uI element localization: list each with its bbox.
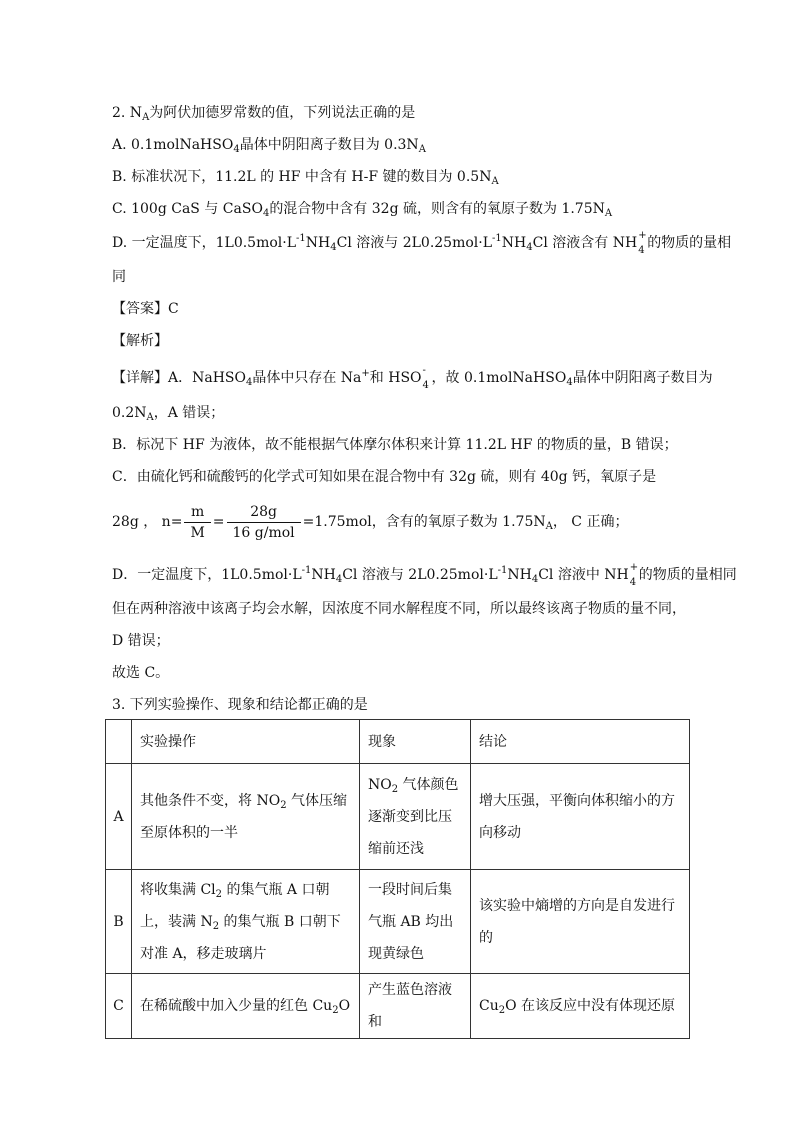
question-2-option-c: C. 100g CaS 与 CaSO$_4$的混合物中含有 32g 硫，则含有的氧原子数为 $1.75N_A$ — [112, 201, 613, 219]
row-a-operation: 其他条件不变，将 $NO_2$ 气体压缩至原体积的一半 — [132, 764, 360, 870]
header-operation: 实验操作 — [132, 720, 360, 764]
fraction-28g-over-molar-mass: $\frac{28g}{\text{16 g/mol}}$ — [227, 502, 301, 543]
question-3-stem: 3. 下列实验操作、现象和结论都正确的是 — [112, 697, 368, 713]
header-conclusion: 结论 — [471, 720, 690, 764]
detail-line-1: 【详解】A．NaHSO$_4$晶体中只存在 Na+和 HSO - 4 ，故 0.1molNaHSO$_4$晶体中阴阳离子数目为 — [112, 365, 713, 391]
table-header-row — [106, 720, 690, 764]
detail-line-7: 但在两种溶液中该离子均会水解，因浓度不同水解程度不同，所以最终该离子物质的量不同， — [112, 601, 686, 617]
row-c-operation: 在稀硫酸中加入少量的红色 $Cu_2O$ — [132, 974, 360, 1039]
row-b-phenomenon: 一段时间后集气瓶 AB 均出现黄绿色 — [360, 870, 471, 974]
row-a-conclusion: 增大压强，平衡向体积缩小的方向移动 — [471, 764, 690, 870]
analysis-label: 【解析】 — [112, 333, 168, 349]
row-b-option: B — [106, 870, 132, 974]
table-row-b — [106, 870, 690, 974]
question-2-option-d-continued: 同 — [112, 269, 126, 285]
question-2-option-d: D. 一定温度下，$1L0.5mol\cdot L^{-1}NH_4Cl$ 溶液与 $2L0.25mol\cdot L^{-1}NH_4Cl$ 溶液含有 NH + 4 的物质的量相 — [112, 230, 732, 256]
answer-label: 【答案】C — [112, 301, 179, 317]
table-row-c — [106, 974, 690, 1039]
header-phenomenon: 现象 — [360, 720, 471, 764]
detail-line-9: 故选 C。 — [112, 665, 170, 681]
fraction-m-over-M: $\frac{m}{M}$ — [184, 502, 210, 543]
row-a-phenomenon: $NO_2$ 气体颜色逐渐变到比压缩前还浅 — [360, 764, 471, 870]
detail-line-6: D．一定温度下，$1L0.5mol\cdot L^{-1}NH_4Cl$ 溶液与 $2L0.25mol\cdot L^{-1}NH_4Cl$ 溶液中 NH + 4 的物质的量相同 — [112, 562, 737, 588]
row-c-conclusion: $Cu_2O$ 在该反应中没有体现还原 — [471, 974, 690, 1039]
row-a-option: A — [106, 764, 132, 870]
question-2-stem: 2. $N_A$为阿伏加德罗常数的值，下列说法正确的是 — [112, 105, 416, 123]
detail-line-8: D 错误； — [112, 633, 170, 649]
question-2-option-a: A. 0.1molNaHSO$_4$晶体中阴阳离子数目为 $0.3N_A$ — [112, 137, 426, 155]
experiment-table — [105, 719, 690, 1039]
detail-line-5-formula: 28g ， n= $\frac{m}{M}$ = $\frac{28g}{\text{16 g/mol}}$ =1.75mol，含有的氧原子数为 $1.75N_A$， C 正确； — [112, 503, 629, 541]
header-option — [106, 720, 132, 764]
row-b-operation: 将收集满 $Cl_2$ 的集气瓶 A 口朝上，装满 $N_2$ 的集气瓶 B 口朝下对准 A，移走玻璃片 — [132, 870, 360, 974]
row-c-option: C — [106, 974, 132, 1039]
row-b-conclusion: 该实验中熵增的方向是自发进行的 — [471, 870, 690, 974]
table-row-a — [106, 764, 690, 870]
detail-line-4: C．由硫化钙和硫酸钙的化学式可知如果在混合物中有 32g 硫，则有 40g 钙，氧原子是 — [112, 469, 657, 485]
detail-line-3: B．标况下 HF 为液体，故不能根据气体摩尔体积来计算 11.2L HF 的物质的量，B 错误； — [112, 437, 678, 453]
question-2-option-b: B. 标准状况下，11.2L 的 HF 中含有 H-F 键的数目为 $0.5N_A$ — [112, 169, 499, 187]
detail-line-2: $0.2N_A$，A 错误； — [112, 405, 225, 423]
row-c-phenomenon: 产生蓝色溶液和 — [360, 974, 471, 1039]
